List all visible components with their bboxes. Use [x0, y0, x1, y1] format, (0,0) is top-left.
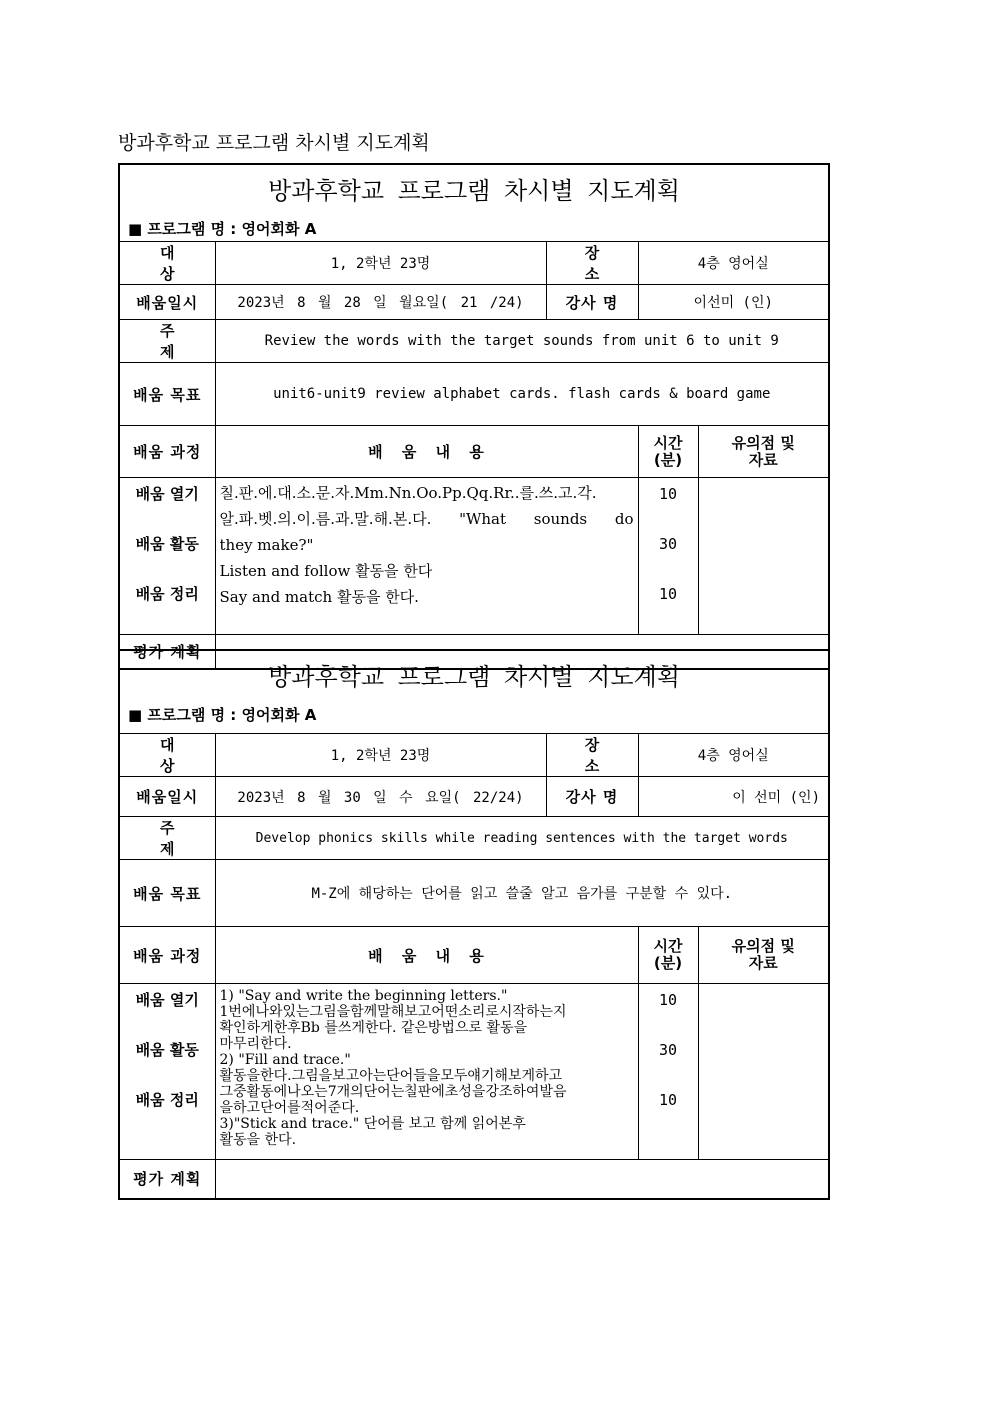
- evaluation-value: [215, 1160, 829, 1199]
- content-line: 확인하게한후Bb 를쓰게한다. 같은방법으로 활동을: [219, 1020, 528, 1036]
- content-line: 그중활동에나오는7개의단어는칠판에초성을강조하여발음: [219, 1084, 567, 1100]
- content-line: 칠.판.에.대.소.문.자.Mm.Nn.Oo.Pp.Qq.Rr..를.쓰.고.각.: [219, 484, 597, 502]
- lesson-content: [215, 478, 638, 635]
- datetime-label: 배움일시: [119, 285, 215, 320]
- content-line: 마무리한다.: [219, 1036, 292, 1052]
- notes-header-line2: 자료: [748, 450, 778, 469]
- notes-cell: [698, 478, 829, 635]
- place-label: 장 소: [546, 734, 638, 777]
- goal-label: 배움 목표: [119, 860, 215, 927]
- goal-value: M-Z에 해당하는 단어를 읽고 쓸줄 알고 음가를 구분할 수 있다.: [215, 860, 829, 927]
- content-line: they make?": [219, 536, 314, 554]
- topic-value: Review the words with the target sounds from unit 6 to unit 9: [215, 320, 829, 363]
- notes-header-line1: 유의점 및: [731, 937, 795, 955]
- plan-title-cell: [119, 650, 829, 734]
- target-value: 1, 2학년 23명: [215, 242, 546, 285]
- notes-header: [698, 927, 829, 984]
- stage-open-label: 배움 열기: [135, 485, 199, 503]
- datetime-label: 배움일시: [119, 777, 215, 817]
- place-value: 4층 영어실: [638, 242, 829, 285]
- time-header: [638, 927, 698, 984]
- goal-value: unit6-unit9 review alphabet cards. flash cards & board game: [215, 363, 829, 426]
- place-value: 4층 영어실: [638, 734, 829, 777]
- lesson-plan-table-2: [118, 649, 830, 1200]
- content-line: 1) "Say and write the beginning letters.": [219, 988, 508, 1004]
- evaluation-label: 평가 계획: [119, 1160, 215, 1199]
- content-line: 활동을 한다.: [219, 1132, 297, 1148]
- datetime-value: 2023년 8 월 30 일 수 요일( 22/24): [215, 777, 546, 817]
- program-name: ■ 프로그램 명 : 영어회화 A: [128, 706, 317, 724]
- time-header-line2: (분): [653, 450, 683, 469]
- content-line: 3)"Stick and trace." 단어를 보고 함께 읽어본후: [219, 1116, 526, 1132]
- stage-times: [638, 984, 698, 1160]
- process-label: 배움 과정: [119, 426, 215, 478]
- time-header-line1: 시간: [653, 433, 683, 452]
- topic-label: 주 제: [119, 320, 215, 363]
- content-line: 알.파.벳.의.이.름.과.말.해.본.다. "What sounds do: [219, 510, 634, 528]
- lesson-content: [215, 984, 638, 1160]
- plan-title: 방과후학교 프로그램 차시별 지도계획: [268, 663, 680, 691]
- time-wrap: 10: [658, 585, 678, 603]
- topic-label: 주 제: [119, 817, 215, 860]
- program-name: ■ 프로그램 명 : 영어회화 A: [128, 220, 317, 238]
- content-line: 을하고단어를적어준다.: [219, 1100, 360, 1116]
- datetime-value: 2023년 8 월 28 일 월요일( 21 /24): [215, 285, 546, 320]
- teacher-label: 강사 명: [546, 777, 638, 817]
- content-header: 배 움 내 용: [215, 927, 638, 984]
- plan-title: 방과후학교 프로그램 차시별 지도계획: [268, 177, 680, 205]
- document-heading: 방과후학교 프로그램 차시별 지도계획: [118, 132, 430, 154]
- time-activity: 30: [658, 1041, 678, 1059]
- time-activity: 30: [658, 535, 678, 553]
- stage-wrap-label: 배움 정리: [135, 585, 199, 603]
- notes-header-line1: 유의점 및: [731, 433, 795, 452]
- time-header-line2: (분): [653, 954, 683, 972]
- time-open: 10: [658, 485, 678, 503]
- teacher-value: 이 선미 (인): [638, 777, 829, 817]
- place-label: 장 소: [546, 242, 638, 285]
- notes-cell: [698, 984, 829, 1160]
- stage-activity-label: 배움 활동: [135, 1041, 199, 1059]
- stage-wrap-label: 배움 정리: [135, 1091, 199, 1109]
- stage-times: [638, 478, 698, 635]
- content-header: 배 움 내 용: [215, 426, 638, 478]
- stage-labels: [119, 984, 215, 1160]
- stage-activity-label: 배움 활동: [135, 535, 199, 553]
- target-label: 대 상: [119, 734, 215, 777]
- goal-label: 배움 목표: [119, 363, 215, 426]
- lesson-plan-table-1: [118, 163, 830, 670]
- stage-open-label: 배움 열기: [135, 991, 199, 1009]
- time-header: [638, 426, 698, 478]
- notes-header-line2: 자료: [748, 954, 778, 972]
- teacher-value: 이선미 (인): [638, 285, 829, 320]
- content-line: 1번에나와있는그림을함께말해보고어떤소리로시작하는지: [219, 1004, 567, 1020]
- target-value: 1, 2학년 23명: [215, 734, 546, 777]
- time-wrap: 10: [658, 1091, 678, 1109]
- content-line: 활동을한다.그림을보고아는단어들을모두얘기해보게하고: [219, 1068, 563, 1084]
- process-label: 배움 과정: [119, 927, 215, 984]
- stage-labels: [119, 478, 215, 635]
- notes-header: [698, 426, 829, 478]
- topic-value: Develop phonics skills while reading sentences with the target words: [215, 817, 829, 860]
- content-line: 2) "Fill and trace.": [219, 1052, 351, 1068]
- teacher-label: 강사 명: [546, 285, 638, 320]
- target-label: 대 상: [119, 242, 215, 285]
- time-header-line1: 시간: [653, 937, 683, 955]
- evaluation-label: 평가 계획: [119, 635, 215, 669]
- plan-title-cell: [119, 164, 829, 242]
- content-line: Say and match 활동을 한다.: [219, 588, 419, 606]
- content-line: Listen and follow 활동을 한다: [219, 562, 433, 580]
- time-open: 10: [658, 991, 678, 1009]
